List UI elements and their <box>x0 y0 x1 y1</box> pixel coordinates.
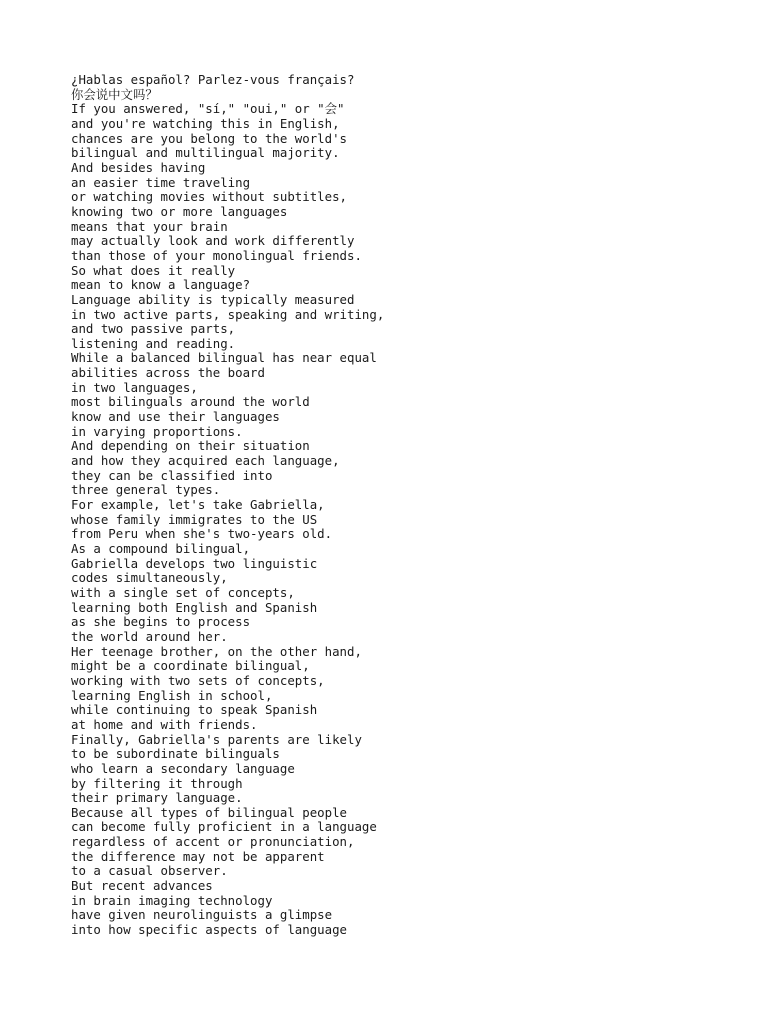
text-line: at home and with friends. <box>71 716 258 732</box>
text-line: in two languages, <box>71 379 198 395</box>
text-line: have given neurolinguists a glimpse <box>71 907 333 923</box>
text-line: Language ability is typically measured <box>71 291 355 307</box>
text-line: most bilinguals around the world <box>71 394 310 410</box>
text-line: While a balanced bilingual has near equal <box>71 350 377 366</box>
text-line: by filtering it through <box>71 775 243 791</box>
text-line: can become fully proficient in a language <box>71 819 377 835</box>
text-line: codes simultaneously, <box>71 570 228 586</box>
text-line: 你会说中文吗？ <box>71 86 158 102</box>
text-line: learning English in school, <box>71 687 273 703</box>
text-line: working with two sets of concepts, <box>71 672 325 688</box>
text-line: they can be classified into <box>71 467 273 483</box>
text-line: chances are you belong to the world's <box>71 130 348 146</box>
text-line: For example, let's take Gabriella, <box>71 497 325 513</box>
text-line: and two passive parts, <box>71 321 236 337</box>
text-line: ¿Hablas español? Parlez-vous français? <box>71 72 355 87</box>
text-line: the difference may not be apparent <box>71 848 325 864</box>
text-line: bilingual and multilingual majority. <box>71 145 340 161</box>
text-line: their primary language. <box>71 790 243 806</box>
text-line: might be a coordinate bilingual, <box>71 658 310 674</box>
text-line: in brain imaging technology <box>71 892 273 908</box>
text-line: abilities across the board <box>71 365 265 381</box>
text-line: Gabriella develops two linguistic <box>71 555 318 571</box>
text-line: whose family immigrates to the US <box>71 511 318 527</box>
text-line: from Peru when she's two-years old. <box>71 526 333 542</box>
text-line: If you answered, "sí," "oui," or "会" <box>71 101 345 117</box>
text-line: while continuing to speak Spanish <box>71 702 318 718</box>
text-line: Because all types of bilingual people <box>71 804 348 820</box>
text-line: And depending on their situation <box>71 438 310 454</box>
text-line: or watching movies without subtitles, <box>71 189 348 205</box>
text-line: who learn a secondary language <box>71 760 295 776</box>
text-line: listening and reading. <box>71 335 236 351</box>
text-line: Her teenage brother, on the other hand, <box>71 643 362 659</box>
text-line: an easier time traveling <box>71 174 251 190</box>
text-line: and you're watching this in English, <box>71 115 340 131</box>
text-line: knowing two or more languages <box>71 203 288 219</box>
text-line: learning both English and Spanish <box>71 599 318 615</box>
text-line: than those of your monolingual friends. <box>71 247 362 263</box>
text-line: As a compound bilingual, <box>71 541 251 556</box>
text-line: And besides having <box>71 159 206 175</box>
text-line: regardless of accent or pronunciation, <box>71 834 355 850</box>
text-line: with a single set of concepts, <box>71 584 295 600</box>
text-line: to be subordinate bilinguals <box>71 746 280 762</box>
text-line: means that your brain <box>71 218 228 234</box>
text-line: So what does it really <box>71 262 236 278</box>
text-line: as she begins to process <box>71 614 251 630</box>
text-line: But recent advances <box>71 878 213 894</box>
text-line: mean to know a language? <box>71 277 251 293</box>
text-line: to a casual observer. <box>71 863 228 879</box>
text-line: in two active parts, speaking and writing, <box>71 306 385 322</box>
text-line: may actually look and work differently <box>71 233 355 249</box>
text-line: know and use their languages <box>71 409 280 425</box>
text-line: three general types. <box>71 482 221 498</box>
text-line: into how specific aspects of language <box>71 922 348 938</box>
transcript-text <box>71 73 751 938</box>
text-line: in varying proportions. <box>71 423 243 439</box>
text-line: and how they acquired each language, <box>71 453 340 469</box>
text-line: Finally, Gabriella's parents are likely <box>71 731 362 747</box>
text-line: the world around her. <box>71 628 228 644</box>
